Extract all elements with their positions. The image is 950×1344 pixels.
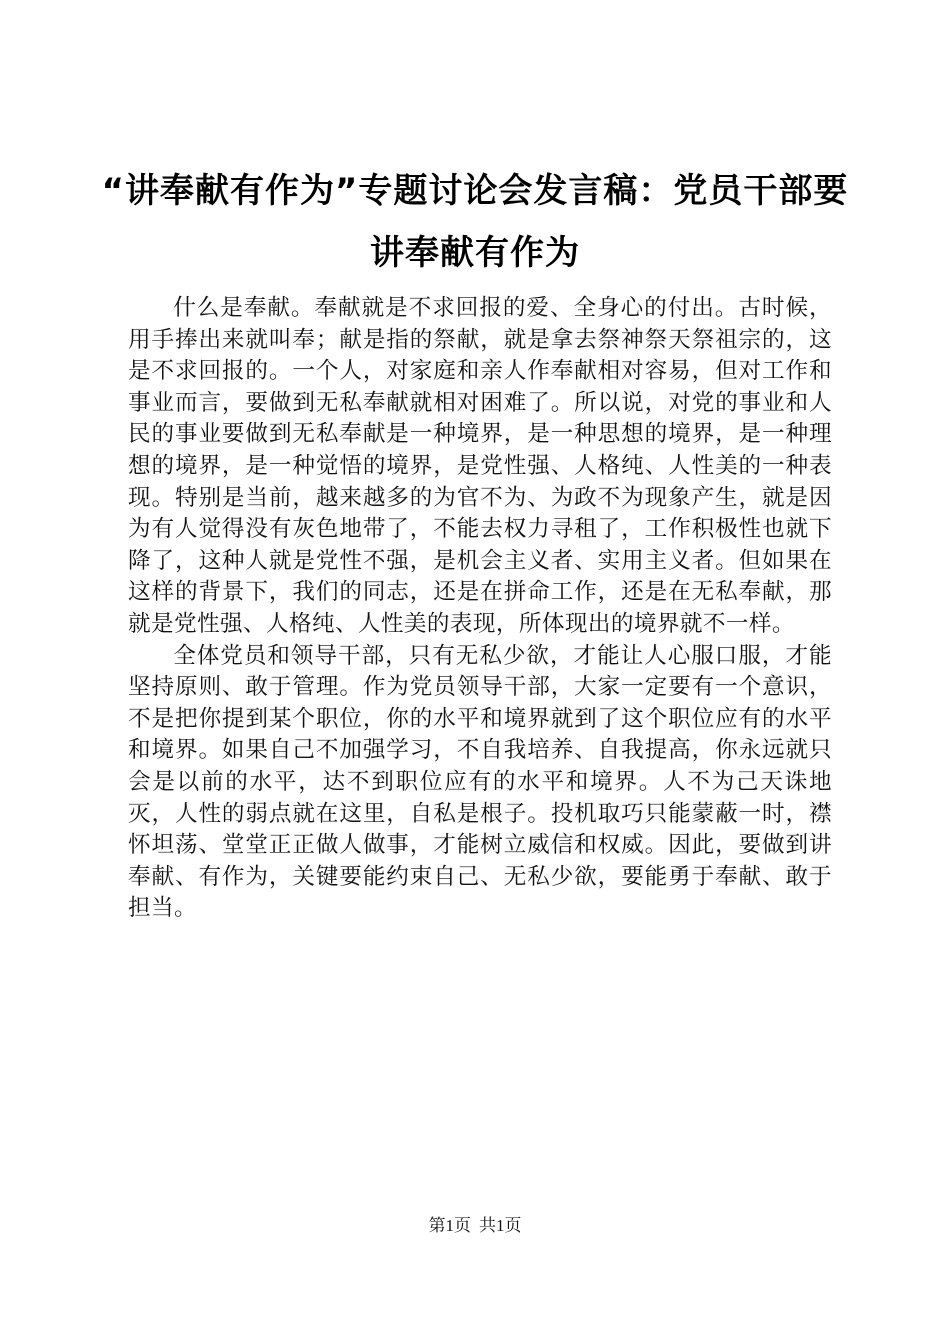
paragraph-2: 全体党员和领导干部，只有无私少欲，才能让人心服口服，才能坚持原则、敢于管理。作为党员领导干部，大家一定要有一个意识，不是把你提到某个职位，你的水平和境界就到了这个职位应有的水平和境界。如果自己不加强学习，不自我培养、自我提高，你永远就只会是以前的水平，达不到职位应有的水平和境界。人不为己天诛地灭，人性的弱点就在这里，自私是根子。投机取巧只能蒙蔽一时，襟怀坦荡、堂堂正正做人做事，才能树立威信和权威。因此，要做到讲奉献、有作为，关键要能约束自己、无私少欲，要能勇于奉献、敢于担当。 (128, 642, 832, 922)
page-number: 第1页 (428, 1216, 471, 1235)
page-footer (0, 1216, 950, 1236)
document-title: “讲奉献有作为”专题讨论会发言稿：党员干部要讲奉献有作为 (101, 171, 849, 273)
paragraph-1: 什么是奉献。奉献就是不求回报的爱、全身心的付出。古时候，用手捧出来就叫奉；献是指的祭献，就是拿去祭神祭天祭祖宗的，这是不求回报的。一个人，对家庭和亲人作奉献相对容易，但对工作和事业而言，要做到无私奉献就相对困难了。所以说，对党的事业和人民的事业要做到无私奉献是一种境界，是一种思想的境界，是一种理想的境界，是一种觉悟的境界，是党性强、人格纯、人性美的一种表现。特别是当前，越来越多的为官不为、为政不为现象产生，就是因为有人觉得没有灰色地带了，不能去权力寻租了，工作积极性也就下降了，这种人就是党性不强，是机会主义者、实用主义者。但如果在这样的背景下，我们的同志，还是在拼命工作，还是在无私奉献，那就是党性强、人格纯、人性美的表现，所体现出的境界就不一样。 (128, 295, 832, 637)
page-total: 共1页 (479, 1216, 522, 1235)
document-body (128, 293, 832, 925)
